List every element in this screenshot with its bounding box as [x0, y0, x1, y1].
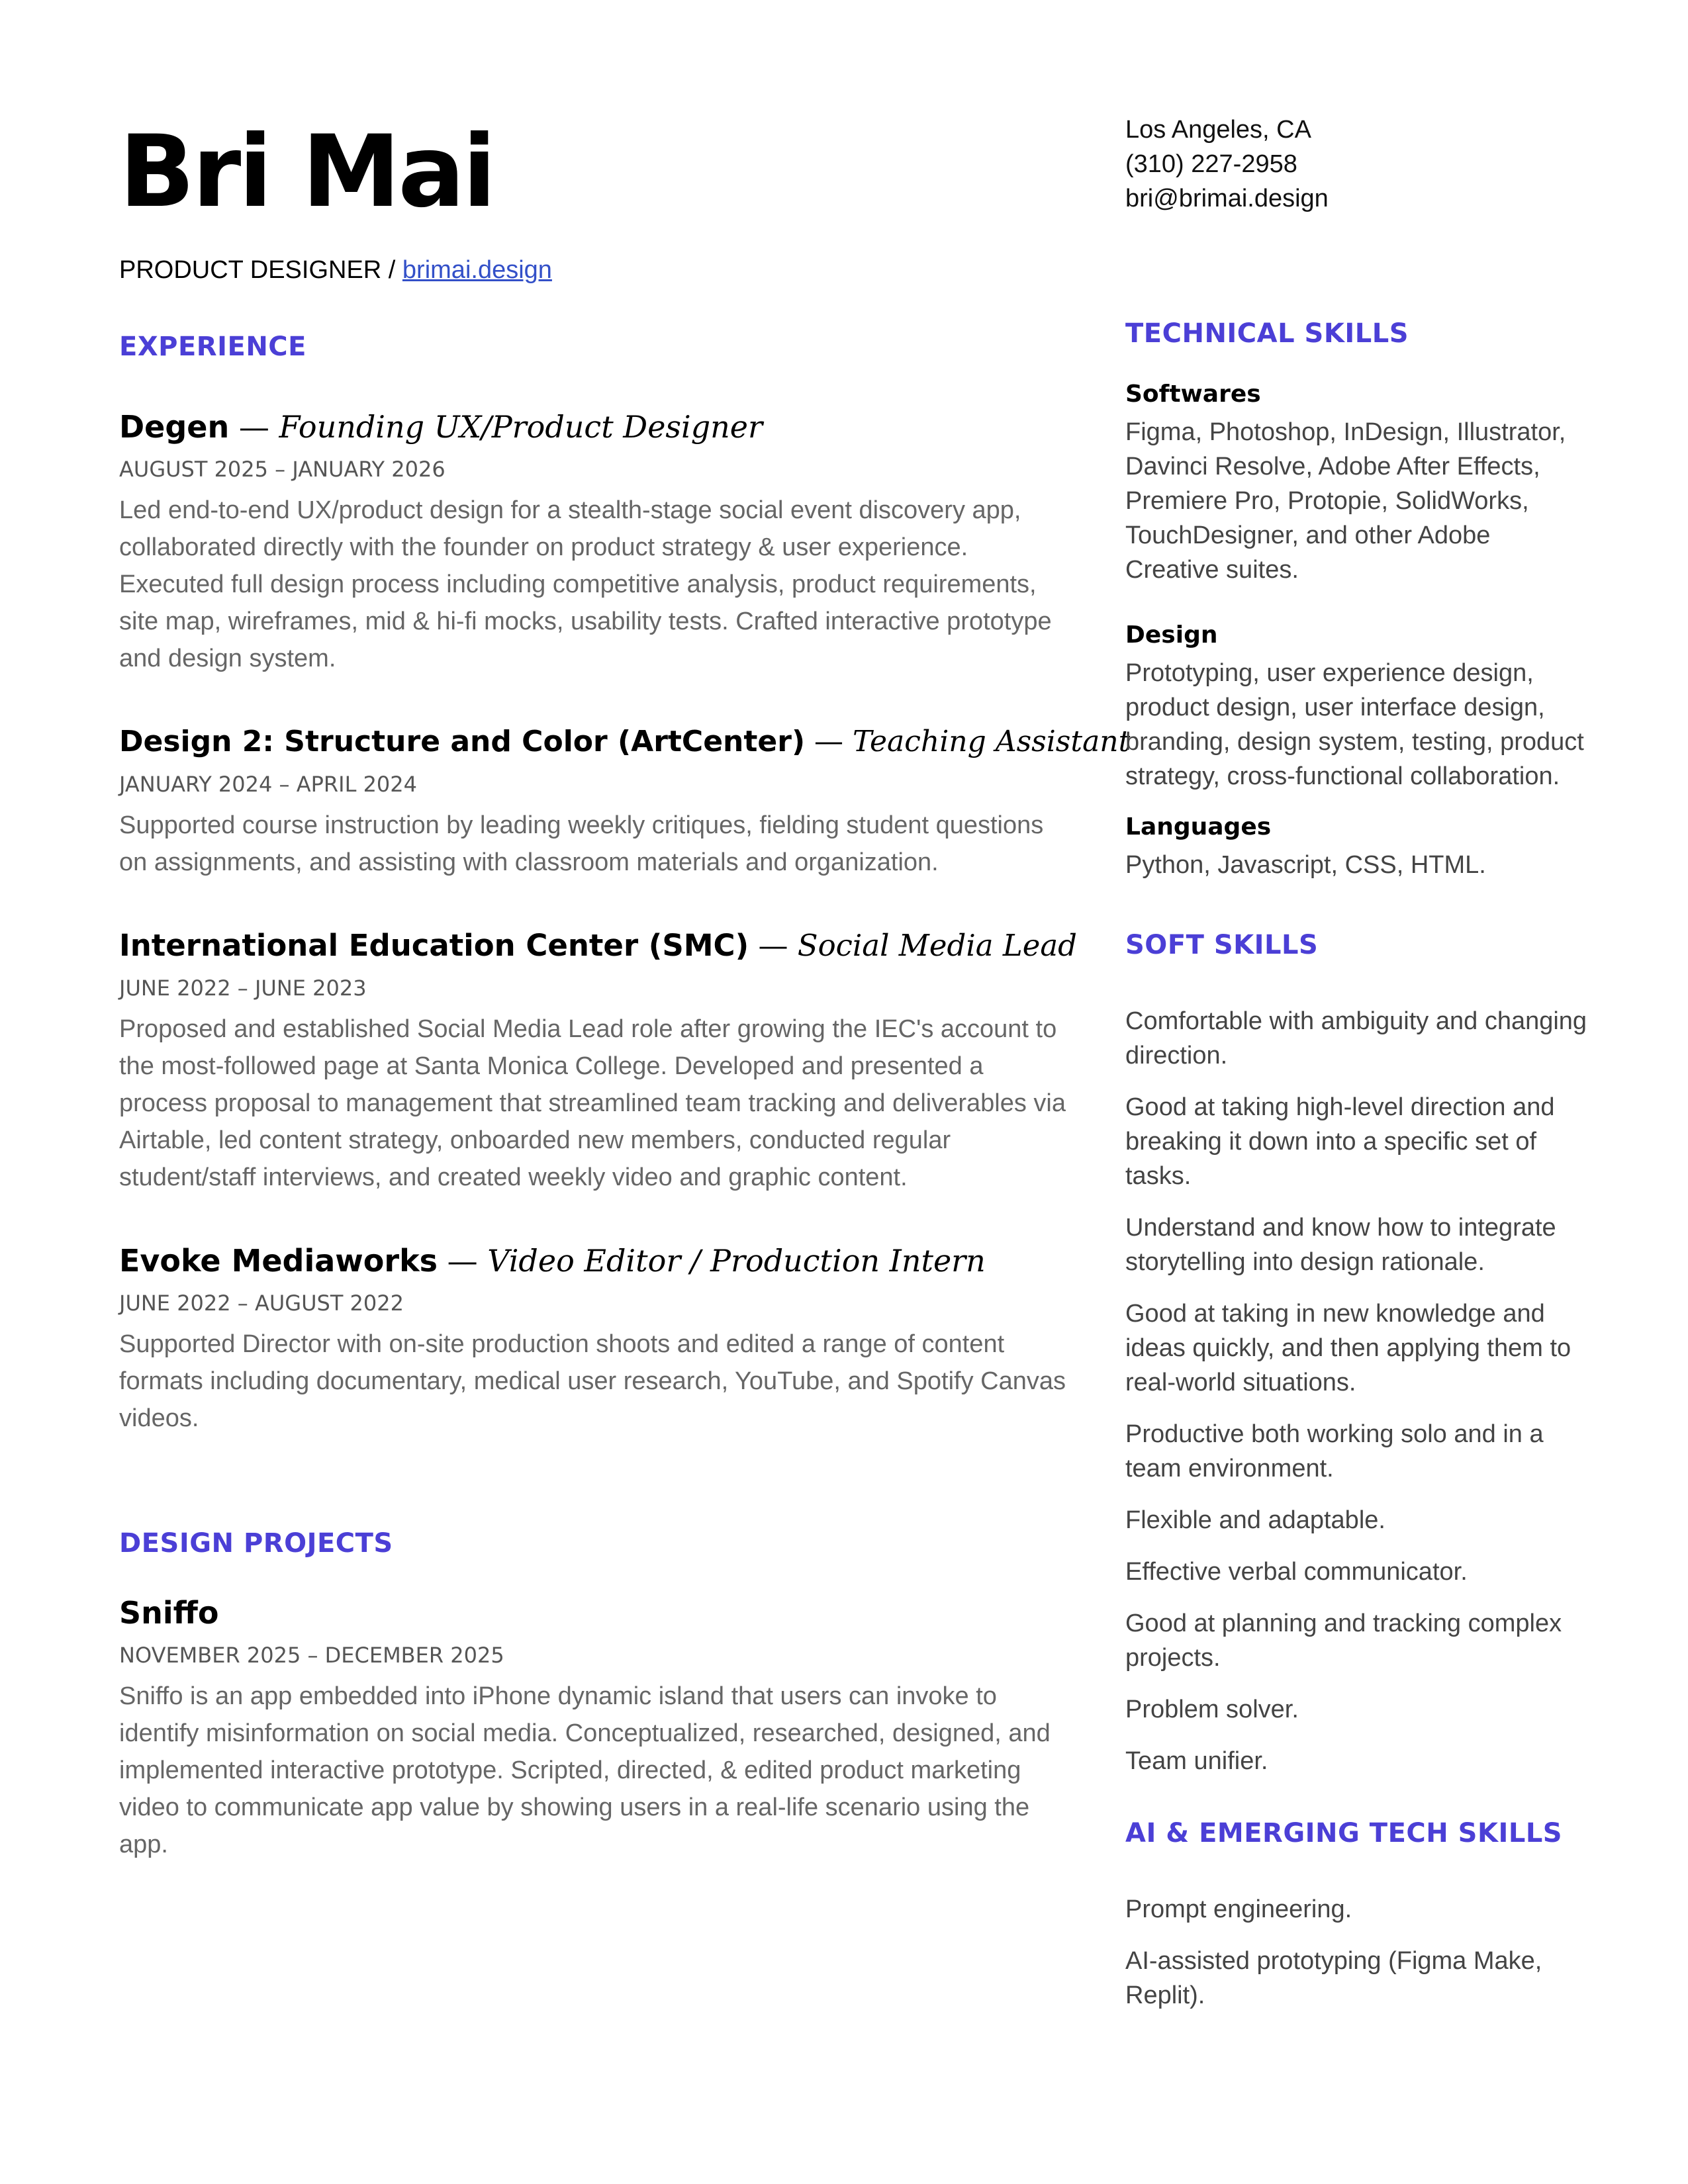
technical-skills-heading: TECHNICAL SKILLS [1125, 318, 1409, 349]
list-item: Team unifier. [1125, 1747, 1268, 1775]
job-org: International Education Center (SMC) [119, 928, 749, 963]
contact-email[interactable]: bri@brimai.design [1125, 185, 1329, 212]
project-title [119, 1593, 1072, 1633]
design-text: Prototyping, user experience design, product design, user interface design, branding, design system, testing, product strategy, cross-functional collaboration. [1125, 659, 1584, 790]
languages-label: Languages [1125, 813, 1272, 841]
job-org: Degen [119, 409, 230, 445]
job-entry [119, 722, 1131, 881]
job-title: Degen — Founding UX/Product Designer [119, 409, 763, 445]
list-item: Good at taking in new knowledge and ideas quickly, and then applying them to real-world situations. [1125, 1300, 1571, 1396]
list-item: AI-assisted prototyping (Figma Make, Replit). [1125, 1947, 1542, 2009]
experience-heading: EXPERIENCE [119, 332, 306, 362]
project-dates: NOVEMBER 2025 – DECEMBER 2025 [119, 1643, 504, 1668]
job-dates: JUNE 2022 – JUNE 2023 [119, 976, 367, 1001]
job-dates: JANUARY 2024 – APRIL 2024 [119, 772, 417, 797]
job-description: Proposed and established Social Media Lead role after growing the IEC's account to the most-followed page at Santa Monica College. Developed and presented a process proposal to management that streamlined team tracking and deliverables via Airtable, led content strategy, onboarded new members, conducted regular student/staff interviews, and created weekly video and graphic content. [119, 1015, 1066, 1191]
list-item: Good at planning and tracking complex projects. [1125, 1610, 1562, 1672]
list-item: Understand and know how to integrate storytelling into design rationale. [1125, 1214, 1556, 1276]
portfolio-link[interactable]: brimai.design [402, 256, 552, 284]
list-item: Good at taking high-level direction and breaking it down into a specific set of tasks. [1125, 1093, 1555, 1190]
job-title-line [119, 254, 1072, 286]
projects-heading: DESIGN PROJECTS [119, 1528, 393, 1559]
job-role: Founding UX/Product Designer [279, 409, 763, 445]
project-entry [119, 1593, 1072, 1863]
candidate-name: Bri Mai [119, 114, 494, 230]
contact-location: Los Angeles, CA [1125, 116, 1311, 144]
job-title-prefix: PRODUCT DESIGNER / [119, 256, 402, 284]
ai-skills-heading: AI & EMERGING TECH SKILLS [1125, 1818, 1563, 1848]
job-description: Led end-to-end UX/product design for a stealth-stage social event discovery app, collaborated directly with the founder on product strategy & user experience. Executed full design process including competitive analysis, product requirements, site map, wireframes, mid & hi-fi mocks, usability tests. Crafted interactive prototype and design system. [119, 496, 1052, 672]
job-role: Social Media Lead [797, 928, 1077, 963]
job-description: Supported course instruction by leading weekly critiques, fielding student questions on assignments, and assisting with classroom materials and organization. [119, 811, 1044, 876]
job-org: Evoke Mediaworks [119, 1243, 438, 1279]
list-item: Effective verbal communicator. [1125, 1558, 1468, 1586]
project-name: Sniffo [119, 1595, 219, 1631]
contact-block [1125, 113, 1589, 216]
job-title: Design 2: Structure and Color (ArtCenter) — Teaching Assistant [119, 725, 1131, 758]
job-role: Teaching Assistant [853, 725, 1131, 758]
job-description: Supported Director with on-site production shoots and edited a range of content formats including documentary, medical user research, YouTube, and Spotify Canvas videos. [119, 1330, 1066, 1432]
ai-skills-list [1125, 1892, 1589, 2013]
list-item: Productive both working solo and in a team environment. [1125, 1420, 1544, 1482]
side-column [1125, 113, 1589, 2030]
list-item: Comfortable with ambiguity and changing direction. [1125, 1007, 1587, 1069]
job-title: International Education Center (SMC) — Social Media Lead [119, 928, 1077, 963]
job-dates: AUGUST 2025 – JANUARY 2026 [119, 457, 445, 482]
job-entry [119, 926, 1077, 1196]
softwares-text: Figma, Photoshop, InDesign, Illustrator, Davinci Resolve, Adobe After Effects, Premiere Pro, Protopie, SolidWorks, TouchDesigner, and other Adobe Creative suites. [1125, 418, 1566, 584]
languages-text: Python, Javascript, CSS, HTML. [1125, 851, 1486, 879]
job-title: Evoke Mediaworks — Video Editor / Production Intern [119, 1243, 986, 1279]
soft-skills-list [1125, 1004, 1589, 1778]
project-description: Sniffo is an app embedded into iPhone dynamic island that users can invoke to identify misinformation on social media. Conceptualized, researched, designed, and implemented interactive prototype. Scripted, directed, & edited product marketing video to communicate app value by showing users in a real-life scenario using the app. [119, 1682, 1051, 1858]
job-role: Video Editor / Production Intern [487, 1243, 986, 1279]
list-item: Problem solver. [1125, 1696, 1299, 1723]
design-label: Design [1125, 621, 1218, 649]
list-item: Prompt engineering. [1125, 1895, 1352, 1923]
job-org: Design 2: Structure and Color (ArtCenter) [119, 725, 806, 758]
softwares-label: Softwares [1125, 381, 1261, 408]
soft-skills-heading: SOFT SKILLS [1125, 930, 1319, 960]
job-entry [119, 407, 1072, 677]
list-item: Flexible and adaptable. [1125, 1506, 1385, 1534]
job-dates: JUNE 2022 – AUGUST 2022 [119, 1291, 404, 1316]
contact-phone[interactable]: (310) 227-2958 [1125, 150, 1297, 178]
job-entry [119, 1241, 1072, 1437]
main-column [119, 113, 1131, 1863]
